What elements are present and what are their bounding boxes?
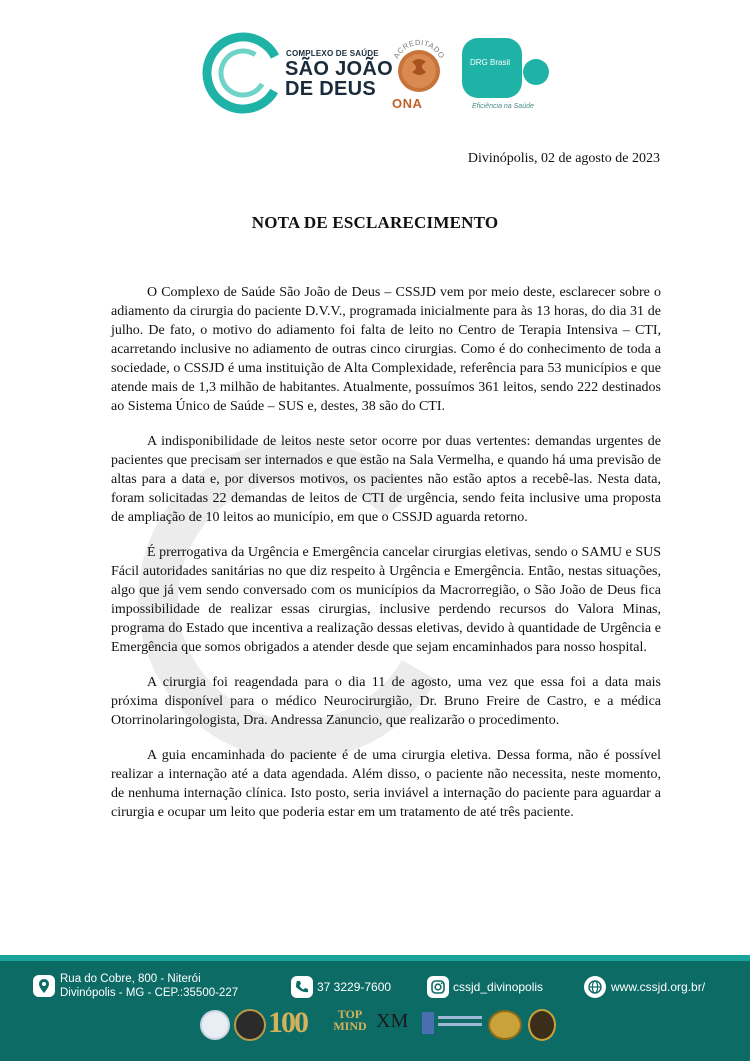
address-line2: Divinópolis - MG - CEP.:35500-227 — [60, 987, 239, 999]
footer-address — [60, 972, 238, 1000]
award-text-line — [438, 1023, 482, 1026]
award-seals — [200, 1006, 560, 1042]
award-seal-icon — [528, 1009, 556, 1041]
footer-stripe — [0, 955, 750, 961]
footer-website[interactable]: www.cssjd.org.br/ — [611, 980, 706, 994]
letter-body — [111, 283, 661, 838]
drg-tagline: Eficiência na Saúde — [472, 103, 534, 110]
seal-100: 100 — [268, 1006, 307, 1039]
instagram-icon — [427, 976, 449, 998]
drg-box-icon — [462, 38, 522, 98]
cssjd-logo — [200, 30, 393, 122]
ona-label: ONA — [392, 96, 423, 111]
seal-top-mind: TOP MIND — [333, 1007, 367, 1033]
letter-date: Divinópolis, 02 de agosto de 2023 — [467, 151, 660, 166]
drg-name: DRG Brasil — [470, 58, 511, 67]
seal-xm: XM — [376, 1010, 409, 1032]
logo-title-line2: DE DEUS — [285, 78, 377, 100]
letter-title: NOTA DE ESCLARECIMENTO — [251, 213, 499, 232]
award-seal-icon — [200, 1010, 230, 1040]
award-seal-icon — [422, 1012, 434, 1034]
drg-brasil-logo — [462, 38, 552, 113]
cssjd-ring-icon — [200, 30, 286, 116]
award-text-line — [438, 1016, 482, 1019]
ona-top-text: ACREDITADO — [391, 38, 447, 61]
logo-title-line1: SÃO JOÃO — [285, 58, 393, 80]
drg-dot-icon — [523, 59, 549, 85]
award-seal-icon — [234, 1009, 266, 1041]
award-seal-icon — [488, 1010, 522, 1040]
paragraph: A cirurgia foi reagendada para o dia 11 de agosto, uma vez que essa foi a data mais próxima disponível para o médico Neurocirurgião, Dr. Bruno Freire de Castro, e a médica Otorrinolaringologista, Dra. Andressa Zanuncio, que realizarão o procedimento. — [111, 675, 661, 728]
address-line1: Rua do Cobre, 800 - Niterói — [60, 973, 201, 985]
logo-title — [285, 59, 393, 99]
footer-phone[interactable]: 37 3229-7600 — [317, 980, 392, 994]
paragraph: O Complexo de Saúde São João de Deus – CSSJD vem por meio deste, esclarecer sobre o adiamento da cirurgia do paciente D.V.V., programada inicialmente para às 13 horas, do dia 31 de julho. De fato, o motivo do adiamento foi falta de leito no Centro de Terapia Intensiva – CTI, acarretando inclusive no adiamento de outras cinco cirurgias. Como é do conhecimento de toda a sociedade, o CSSJD é uma instituição de Alta Complexidade, referência para 53 municípios e que atende mais de 1,3 milhão de habitantes. Atualmente, possuímos 361 leitos, sendo 222 destinados ao Sistema Único de Saúde – SUS e, destes, 38 são do CTI. — [111, 285, 661, 414]
footer-instagram[interactable]: cssjd_divinopolis — [453, 980, 544, 994]
paragraph: A guia encaminhada do paciente é de uma cirurgia eletiva. Dessa forma, não é possível realizar a internação até a data agendada. Além disso, o paciente não necessita, neste momento, de nenhuma internação clínica. Isto posto, seria inviável a internação do paciente para aguardar a cirurgia e ocupar um leito que poderia estar em um tratamento de até três paciente. — [111, 748, 661, 820]
location-pin-icon — [33, 975, 55, 997]
logo-subtitle: COMPLEXO DE SAÚDE — [286, 49, 379, 58]
paragraph: A indisponibilidade de leitos neste setor ocorre por duas vertentes: demandas urgentes de pacientes que precisam ser internados e que estão na Sala Vermelha, e quando há uma previsão de altas para a data e, por diversos motivos, os pacientes não estão aptos a recebê-las. Nesta data, foram solicitadas 22 demandas de leitos de CTI de urgência, sendo feita inclusive uma proposta de ampliação de 10 leitos ao município, em que o CSSJD aguarda retorno. — [111, 434, 661, 525]
phone-icon — [291, 976, 313, 998]
paragraph: É prerrogativa da Urgência e Emergência cancelar cirurgias eletivas, sendo o SAMU e SUS Fácil autoridades sanitárias no que diz respeito à Urgência e Emergência. Então, nestas situações, algo que já vem sendo conversado com os municípios da Macrorregião, o São João de Deus fica impossibilidade de realizar essas cirurgias, inclusive perdendo recursos do Valora Minas, programa do Estado que incentiva a realização dessas eletivas, devido à quantidade de Urgência e Emergência que somos obrigados a atender desde que sejam encaminhados para nosso hospital. — [111, 545, 661, 655]
globe-icon — [584, 976, 606, 998]
